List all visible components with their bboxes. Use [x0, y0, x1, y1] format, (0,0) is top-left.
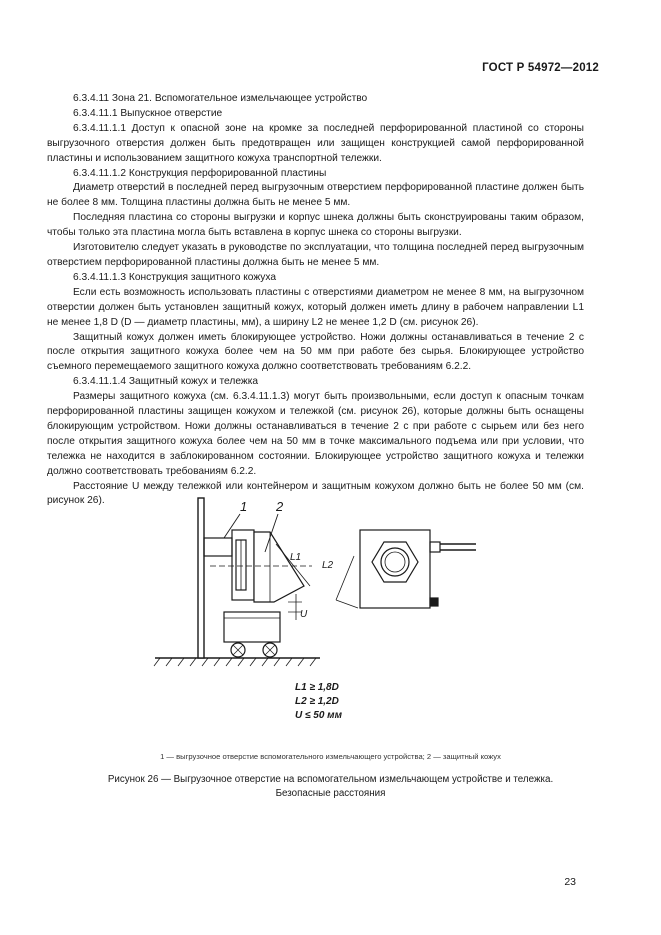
dim-L2-label: L2 — [322, 560, 334, 571]
outlet-pipe — [204, 538, 232, 556]
figure-caption — [0, 773, 661, 801]
dim-line-L2 — [336, 556, 354, 600]
figure-drawing — [140, 490, 540, 725]
formula-U: U ≤ 50 мм — [295, 710, 342, 721]
standard-header: ГОСТ Р 54972—2012 — [482, 62, 599, 74]
figure-26 — [140, 490, 540, 725]
paragraph: Последняя пластина со стороны выгрузки и корпус шнека должны быть сконструированы таким образом, чтобы только эта пластина могла быть вставлена в корпус шнека со стороны выгрузки. — [47, 212, 584, 239]
support-column — [198, 498, 204, 658]
paragraph: Размеры защитного кожуха (см. 6.3.4.11.1.3) могут быть произвольными, если доступ к опасным точкам перфорированной пластины защищен кожухом и тележкой (см. рисунок 26), которые должны быть оснащены блокирующим устройством. Ножи должны останавливаться в течение 2 с при работе с сырьем или без него после открытия защитного кожуха более чем на 50 мм в точке максимального подъема или при условии, что тележка не находится в заблокированном состоянии. Блокирующее устройство защитного кожуха и тележки должно соответствовать требованиям 6.2.2. — [47, 391, 584, 477]
paragraph: 6.3.4.11 Зона 21. Вспомогательное измельчающее устройство — [73, 93, 368, 104]
paragraph: 6.3.4.11.1.2 Конструкция перфорированной пластины — [73, 167, 327, 179]
paragraph: Если есть возможность использовать пластины с отверстиями диаметром не менее 8 мм, на выгрузочном отверстии должен быть установлен защитный кожух, который должен иметь длину в рабочем направлении L1 не менее 1,8 D (D — диаметр пластины, мм), а ширину L2 не менее 1,2 D (см. рисунок 26). — [47, 286, 584, 328]
page-number: 23 — [564, 876, 576, 888]
protective-hood — [254, 532, 304, 602]
paragraph: 6.3.4.11.1 Выпускное отверстие — [73, 107, 223, 119]
paragraph: Защитный кожух должен иметь блокирующее устройство. Ножи должны останавливаться в течение 2 с после открытия защитного кожуха более чем на 50 мм при работе без сырья. Блокирующее устройство съемного перемещаемого защитного кожуха должно соответствовать требованиям 6.2.2. — [47, 331, 584, 373]
body-text — [47, 92, 584, 509]
paragraph: Расстояние U между тележкой или контейнером и защитным кожухом должно быть не более 50 мм (см. рисунок 26). — [47, 480, 584, 507]
label-1: 1 — [240, 499, 248, 514]
formula-L2: L2 ≥ 1,2D — [295, 696, 339, 707]
paragraph: 6.3.4.11.1.3 Конструкция защитного кожуха — [73, 271, 276, 283]
paragraph: 6.3.4.11.1.1 Доступ к опасной зоне на кромке за последней перфорированной пластиной со стороны выгрузочного отверстия должен быть предотвращен или защищен конструкцией самой перфорированной пластины и использованием защитного кожуха транспортной тележки. — [47, 122, 584, 164]
figure-caption-line2: Безопасные расстояния — [275, 788, 386, 799]
dim-U-label: U — [300, 609, 308, 620]
dim-L1-label: L1 — [290, 552, 302, 563]
paragraph: Диаметр отверстий в последней перед выгрузочным отверстием перфорированной пластине должен быть не более 8 мм. Толщина пластины должна быть не менее 5 мм. — [47, 182, 584, 209]
figure-caption-line1: Рисунок 26 — Выгрузочное отверстие на вспомогательном измельчающем устройстве и тележка. — [107, 774, 554, 785]
figure-legend: 1 — выгрузочное отверстие вспомогательного измельчающего устройства; 2 — защитный кожух — [160, 752, 501, 761]
floor-hatching — [154, 658, 316, 666]
cart-body — [224, 612, 280, 642]
formula-L1: L1 ≥ 1,8D — [295, 682, 339, 693]
paragraph: 6.3.4.11.1.4 Защитный кожух и тележка — [73, 376, 259, 388]
label-2: 2 — [276, 499, 284, 514]
latch — [430, 598, 438, 606]
paragraph: Изготовителю следует указать в руководстве по эксплуатации, что толщина последней перед выгрузочным отверстием перфорированной пластины должна быть не менее 5 мм. — [47, 242, 584, 268]
